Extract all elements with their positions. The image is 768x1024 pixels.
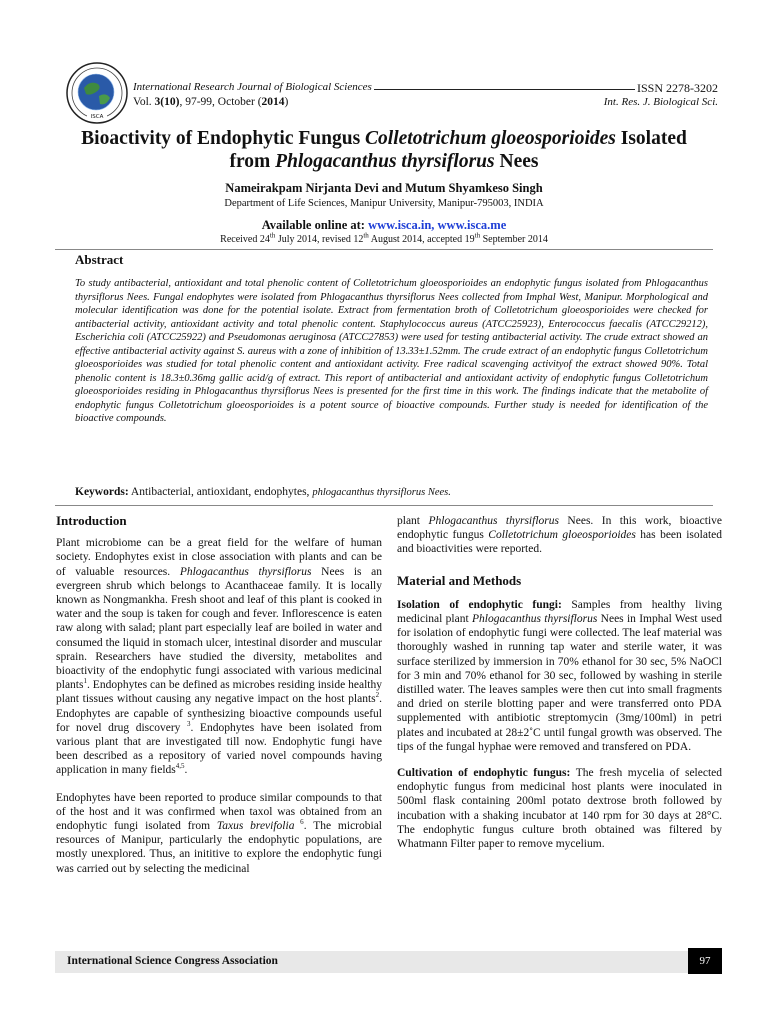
p0-b: Phlogacanthus thyrsiflorus	[428, 515, 559, 527]
recv-a: Received 24	[220, 234, 270, 245]
availability-links[interactable]: www.isca.in, www.isca.me	[368, 218, 507, 232]
recv-f: th	[474, 231, 481, 240]
p0-d: Colletotrichum gloeosporioides	[488, 529, 636, 542]
title-part1: Bioactivity of Endophytic Fungus	[81, 128, 366, 149]
iso-c: Nees in Imphal West used for isolation of endophytic fungi were collected. The leaf material was thoroughly washed in running tap water and sterile water, it was surface sterilized by immersion in 70% ethanol for 30 sec, 5% NaOCl for 3 min and 70% ethanol for 30 sec, followed by washing in sterile distilled water. The leaves samples were then cut into small fragments and dried on sterile blotting paper and were transferred onto PDA supplemented with antibiotic streptomycin (3mg/100ml) in petri plates and incubated at 28±2˚C until fungal growth was observed. The tips of the fungal hyphae were removed and transfered on PDA.	[397, 613, 723, 753]
p2-b: Taxus brevifolia	[216, 820, 295, 833]
abstract-text: To study antibacterial, antioxidant and total phenolic content of Colletotrichum gloeosporioides an endophytic fungus isolated from Phlogacanthus thyrsiflorus Nees. Fungal endophytes were isolated from Phlogacanthus thyrsiflorus Nees collected from Imphal West, Manipur. Morphological and molecular identification was done for the potential isolate. Extract from fermentation broth of Colletotrichum gloeosporioides were checked for antibacterial activity, antioxidant activity and total phenolic content. Staphylococcus aureus (ATCC25923), Enterococcus faecalis (ATCC29212), Escherichia coli (ATCC25922) and Pseudomonas aeruginosa (ATCC27853) were used for testing antibacterial activity. The crude extract showed an effective antibacterial activity against S. aureus with a zone of inhibition of 13.33±1.52mm. The crude extract of an endophytic fungus Colletotrichum gloeosporioides was studied for total phenolic content and antioxidant activity. Free radical scavenging activityof the extract showed 90%. Total phenolic content is 18.3±0.36mg gallic acid/g of extract. This report of antibacterial and antioxidant activity of endophytic fungus Colletotrichum gloeosporioides residing in Phlogacanthus thyrsiflorus Nees is presented for the first time in this work. The findings indicate that the metabolite of endophytic fungus Colletotrichum gloeosporioides is a potent source of bioactive compounds. Further study is needed for identification of the bioactive compounds.	[75, 278, 708, 424]
p1-g: .	[184, 764, 188, 777]
cultivation-label: Cultivation of endophytic fungus:	[397, 767, 571, 780]
keywords	[75, 486, 708, 498]
received-dates	[40, 231, 728, 245]
p0-a: plant	[397, 515, 429, 527]
isolation-label: Isolation of endophytic fungi:	[397, 598, 562, 611]
methods-heading: Material and Methods	[397, 572, 522, 588]
intro-column	[56, 514, 382, 876]
pages-date: , 97-99, October (	[179, 96, 262, 108]
p1-e: . Endophytes are capable of synthesizing bioactive compounds useful for novel drug discovery	[56, 693, 382, 734]
affiliation: Department of Life Sciences, Manipur University, Manipur-795003, INDIA	[224, 198, 544, 209]
title-species1: Colletotrichum gloeosporioides	[365, 128, 616, 149]
title-part2: Isolated	[615, 128, 687, 149]
authors: Nameirakpam Nirjanta Devi and Mutum Shyamkeso Singh	[225, 181, 543, 195]
p1-a: Plant microbiome can be a great field for the welfare of human society. Endophytes exist in close association with plants and can be of valuable resources.	[56, 537, 382, 578]
p1-c: Nees is an evergreen shrub which belongs to Acanthaceae family. It is locally known as Nongmankha. Fresh shoot and leaf of this plant is cooked in water and the soup is taken for cough and fever. Inflorescence is eaten raw along with salad; plant part especially leaf are boiled in water and consumed the liquid in stomach ulcer, intestinal disorder and muscular sprain. Researchers have studied the diversity, metabolites and bioactivity of the endophytic fungi associated with various medicinal plants	[56, 565, 383, 692]
volume-line	[133, 96, 718, 108]
p1-ref1: 1	[83, 677, 87, 686]
intro-paragraph-2	[56, 791, 382, 876]
p0-c: Nees. In this work, bioactive endophytic fungus	[397, 515, 723, 542]
title-species2: Phlogacanthus thyrsiflorus	[275, 151, 495, 172]
availability	[40, 218, 728, 233]
keywords-italic: phlogacanthus thyrsiflorus Nees.	[312, 487, 451, 498]
paper-title	[40, 127, 728, 173]
journal-abbrev: Int. Res. J. Biological Sci.	[603, 96, 718, 108]
vol-prefix: Vol.	[133, 96, 155, 108]
iso-b: Phlogacanthus thyrsiflorus	[471, 613, 598, 626]
title-part4: Nees	[494, 151, 539, 172]
cultivation-paragraph	[397, 766, 722, 851]
paren-close: )	[284, 96, 289, 108]
page-number: 97	[688, 948, 722, 974]
intro-continuation	[397, 514, 722, 557]
p0-e: has been isolated and bioactivities were reported.	[397, 529, 723, 556]
p2-ref: 6	[294, 818, 304, 827]
divider-top	[55, 249, 713, 250]
volume: 3(10)	[154, 96, 180, 108]
recv-d: th	[363, 231, 369, 240]
p1-f: . Endophytes have been isolated from various plant that are investigated till now. Endophytic fungi have been described as a repository of varied novel compounds having application in many fields	[56, 721, 382, 777]
intro-paragraph-1	[56, 536, 382, 777]
title-part3: from	[229, 151, 276, 172]
cult-a: The fresh mycelia of selected endophytic fungus from medicinal host plants were inoculated in 500ml flask containing 200ml potato dextrose broth followed by incubation with a shaking incubator at 140 rpm for 30 days at 28°C. The endophytic fungus culture broth obtained was filtered by Whatmann Filter paper to remove mycelium.	[397, 767, 723, 851]
recv-g: September 2014	[480, 234, 548, 245]
journal-header	[133, 81, 718, 93]
iso-a: Samples from healthy living medicinal plant	[397, 598, 723, 626]
availability-label: Available online at:	[261, 218, 369, 232]
divider-keywords	[55, 505, 713, 506]
intro-heading: Introduction	[56, 513, 127, 528]
recv-c: July 2014, revised 12	[275, 234, 364, 245]
p1-ref4: 4,5	[175, 762, 185, 771]
journal-name: International Research Journal of Biological Sciences	[133, 81, 372, 93]
p2-c: . The microbial resources of Manipur, particularly the endophytic populations, are mostly unexplored. Thus, an inititive to explore the endophytic fungi was carried out by selecting the medicinal	[56, 820, 382, 875]
p2-a: Endophytes have been reported to produce similar compounds to that of the host and it was confirmed when taxol was obtained from an endophytic fungi isolated from	[56, 791, 382, 833]
methods-column	[397, 514, 722, 851]
year: 2014	[261, 96, 285, 108]
keywords-plain: Antibacterial, antioxidant, endophytes,	[128, 486, 313, 498]
journal-logo	[66, 62, 128, 124]
recv-e: August 2014, accepted 19	[368, 234, 475, 245]
p1-d: . Endophytes can be defined as microbes residing inside healthy plant tissues without causing any negative impact on the host plants	[56, 679, 382, 706]
p1-b: Phlogacanthus thyrsiflorus	[179, 565, 312, 578]
p1-ref3: 3	[186, 720, 191, 729]
recv-b: th	[269, 231, 276, 240]
logo-text: ISCA	[90, 114, 104, 120]
issn: ISSN 2278-3202	[635, 81, 718, 93]
footer-bar	[55, 951, 715, 973]
abstract-heading: Abstract	[75, 252, 124, 267]
p1-ref2: 2	[375, 691, 380, 700]
keywords-label: Keywords:	[75, 486, 129, 498]
footer-org: International Science Congress Association	[67, 955, 278, 967]
isolation-paragraph	[397, 598, 722, 754]
